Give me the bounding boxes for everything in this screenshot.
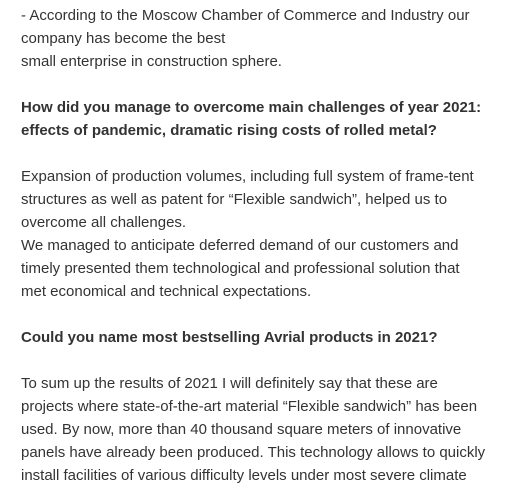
- text-line: Expansion of production volumes, including full system of frame-tent: [21, 168, 474, 185]
- text-line: structures as well as patent for “Flexible sandwich”, helped us to: [21, 191, 448, 208]
- question-heading-2: [21, 326, 511, 349]
- text-line: used. By now, more than 40 thousand square meters of innovative: [21, 421, 462, 438]
- text-line: company has become the best: [21, 30, 226, 47]
- paragraph-spacer: [21, 142, 511, 165]
- question-heading-1: [21, 96, 511, 142]
- paragraph-spacer: [21, 303, 511, 326]
- text-line: Could you name most bestselling Avrial products in 2021?: [21, 329, 438, 346]
- article-body: [21, 0, 511, 487]
- text-line: overcome all challenges.: [21, 214, 187, 231]
- text-line: We managed to anticipate deferred demand of our customers and: [21, 237, 459, 254]
- paragraph-spacer: [21, 349, 511, 372]
- text-line: met economical and technical expectations.: [21, 283, 312, 300]
- text-line: - According to the Moscow Chamber of Commerce and Industry our: [21, 7, 470, 24]
- answer-paragraph-1: [21, 165, 511, 303]
- paragraph-spacer: [21, 73, 511, 96]
- text-line: To sum up the results of 2021 I will definitely say that these are: [21, 375, 438, 392]
- text-line: panels have already been produced. This technology allows to quickly: [21, 444, 486, 461]
- answer-paragraph-2: [21, 372, 511, 487]
- intro-paragraph: [21, 4, 511, 73]
- text-line: small enterprise in construction sphere.: [21, 53, 282, 70]
- text-line: projects where state-of-the-art material “Flexible sandwich” has been: [21, 398, 478, 415]
- text-line: timely presented them technological and professional solution that: [21, 260, 460, 277]
- text-line: install facilities of various difficulty levels under most severe climate: [21, 467, 467, 484]
- text-line: effects of pandemic, dramatic rising costs of rolled metal?: [21, 122, 437, 139]
- text-line: How did you manage to overcome main challenges of year 2021:: [21, 99, 482, 116]
